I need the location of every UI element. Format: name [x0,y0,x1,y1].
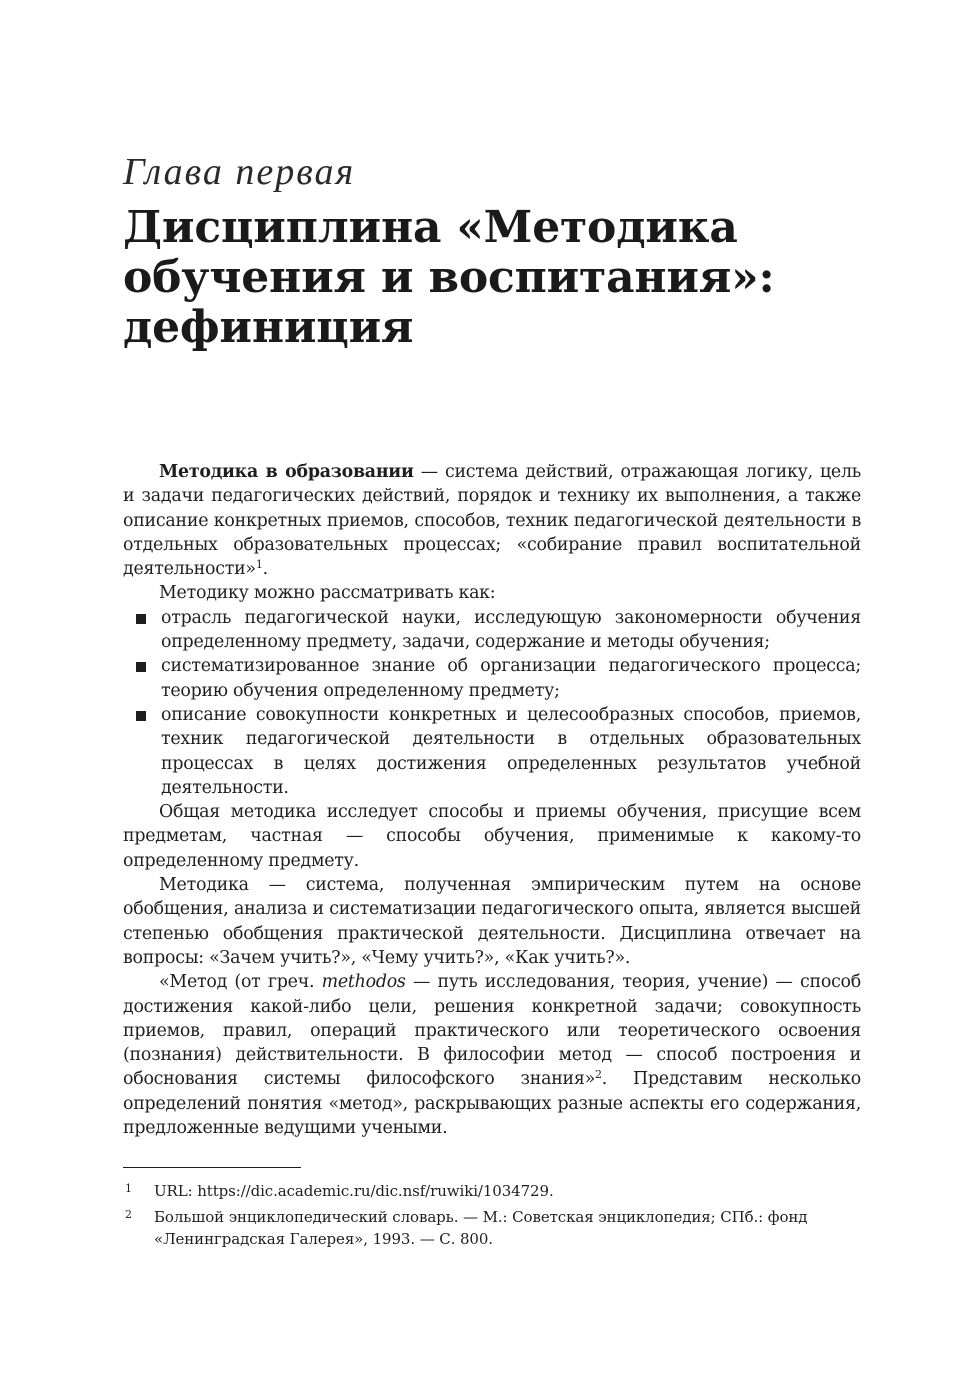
square-bullet-icon [136,711,146,721]
paragraph-method-quote [123,970,861,1140]
chapter-title-line: дефиниция [123,302,414,353]
paragraph-text: — путь исследования, теория, учение) — способ достижения какой-либо цели, решения конкретной задачи; совокупность приемов, правил, операций практического или теоретического освоения (познания) действительности. В философии метод — способ построения и обоснования системы философского знания» [123,972,861,1090]
paragraph: Методика — система, полученная эмпирическим путем на основе обобщения, анализа и систематизации педагогического опыта, является высшей степенью обобщения практической деятельности. Дисциплина отвечает на вопросы: «Зачем учить?», «Чему учить?», «Как учить?». [123,875,861,968]
footnote-number: 2 [125,1208,132,1221]
square-bullet-icon [136,662,146,672]
footnote [123,1206,863,1250]
paragraph-definition [123,460,861,581]
list-item-text: описание совокупности конкретных и целесообразных способов, приемов, техник педагогической деятельности в отдельных образовательных процессах в целях достижения определенных результатов учебной деятельности. [161,704,861,798]
footnote-text: URL: https://dic.academic.ru/dic.nsf/ruwiki/1034729. [154,1182,554,1200]
bullet-list [123,606,861,800]
list-item [123,606,861,655]
paragraph-text: . Представим несколько определений понятия «метод», раскрывающих разные аспекты его содержания, предложенные ведущими учеными. [123,1069,861,1139]
paragraph-intro: Методику можно рассматривать как: [159,583,496,604]
footnote-ref: 1 [255,558,263,572]
chapter-label: Глава первая [123,151,356,193]
chapter-title-line: обучения и воспитания»: [123,252,775,303]
square-bullet-icon [136,614,146,624]
footnotes [123,1180,863,1254]
footnote-divider [123,1167,301,1168]
paragraph-text: — система действий, отражающая логику, цель и задачи педагогических действий, порядок и технику их выполнения, а также описание конкретных приемов, способов, техник педагогической деятельности в отдельных образовательных процессах; «собирание правил воспитательной деятельности» [123,462,861,580]
chapter-title [123,203,883,353]
list-item-text: систематизированное знание об организации педагогического процесса; теорию обучения определенному предмету; [161,656,861,701]
list-item [123,703,861,800]
footnote-text: Большой энциклопедический словарь. — М.: Советская энциклопедия; СПб.: фонд «Ленинградская Галерея», 1993. — С. 800. [154,1208,808,1248]
list-item-text: отрасль педагогической науки, исследующую закономерности обучения определенному предмету, задачи, содержание и методы обучения; [161,607,861,653]
defined-term: Методика в образовании [159,462,414,482]
list-item [123,654,861,703]
paragraph: Общая методика исследует способы и приемы обучения, присущие всем предметам, частная — способы обучения, применимые к какому-то определенному предмету. [123,802,861,871]
footnote-ref: 2 [595,1068,602,1082]
chapter-title-line: Дисциплина «Методика [123,202,738,253]
paragraph-text: . [262,559,268,580]
footnote-number: 1 [125,1182,132,1195]
italic-term: methodos [321,972,406,993]
paragraph-text: «Метод (от греч. [159,972,322,993]
main-text [123,460,861,1140]
footnote [123,1180,863,1202]
